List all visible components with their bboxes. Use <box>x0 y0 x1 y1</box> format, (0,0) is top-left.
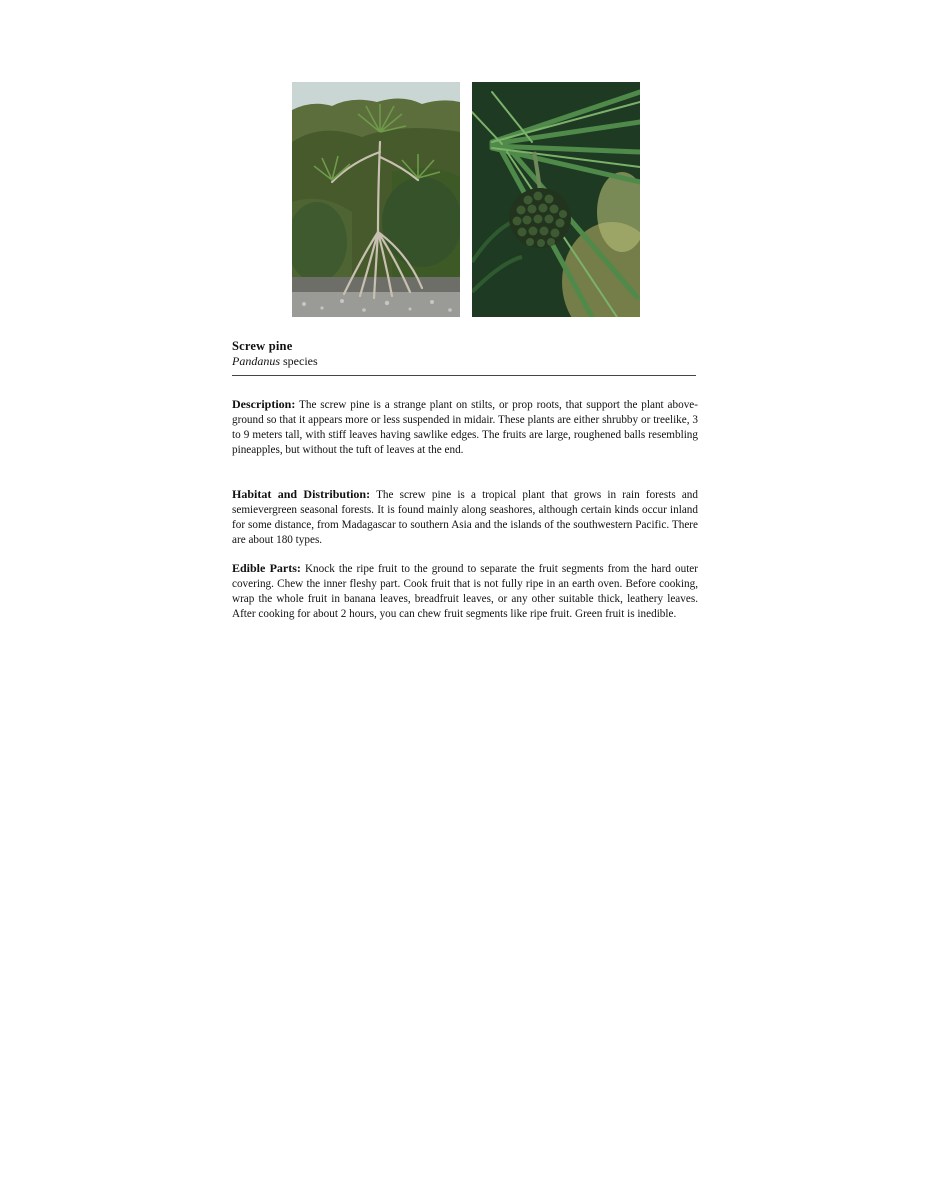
screw-pine-tree-photo <box>292 82 460 317</box>
edible-parts-section <box>232 561 698 622</box>
description-text: The screw pine is a strange plant on stilts, or prop roots, that support the plant above-ground so that it appears more or less suspended in midair. These plants are either shrubby or treelike, 3 to 9 meters tall, with stiff leaves having sawlike edges. The fruits are large, roughened balls resembling pineapples, but without the tuft of leaves at the end. <box>232 399 698 456</box>
plant-species-suffix: species <box>280 354 318 368</box>
heading-divider <box>232 375 696 376</box>
plant-scientific-name <box>232 354 696 369</box>
description-label: Description: <box>232 397 296 411</box>
screw-pine-fruit-photo <box>472 82 640 317</box>
habitat-text: The screw pine is a tropical plant that grows in rain forests and semievergreen seasonal forests. It is found mainly along seashores, although certain kinds occur inland for some distance, from Madagascar to southern Asia and the islands of the southwestern Pacific. There are about 180 types. <box>232 489 698 546</box>
plant-genus: Pandanus <box>232 354 280 368</box>
tree-illustration <box>292 82 460 317</box>
plant-common-name: Screw pine <box>232 339 293 353</box>
habitat-section <box>232 487 698 548</box>
edible-parts-text: Knock the ripe fruit to the ground to separate the fruit segments from the hard outer covering. Chew the inner fleshy part. Cook fruit that is not fully ripe in an earth oven. Before cooking, wrap the whole fruit in banana leaves, breadfruit leaves, or any other suitable thick, leathery leaves. After cooking for about 2 hours, you can chew fruit segments like ripe fruit. Green fruit is inedible. <box>232 563 699 620</box>
habitat-label: Habitat and Distribution: <box>232 487 371 501</box>
description-section <box>232 397 698 458</box>
plant-heading <box>232 339 696 369</box>
fruit-illustration <box>472 82 640 317</box>
edible-parts-label: Edible Parts: <box>232 561 301 575</box>
